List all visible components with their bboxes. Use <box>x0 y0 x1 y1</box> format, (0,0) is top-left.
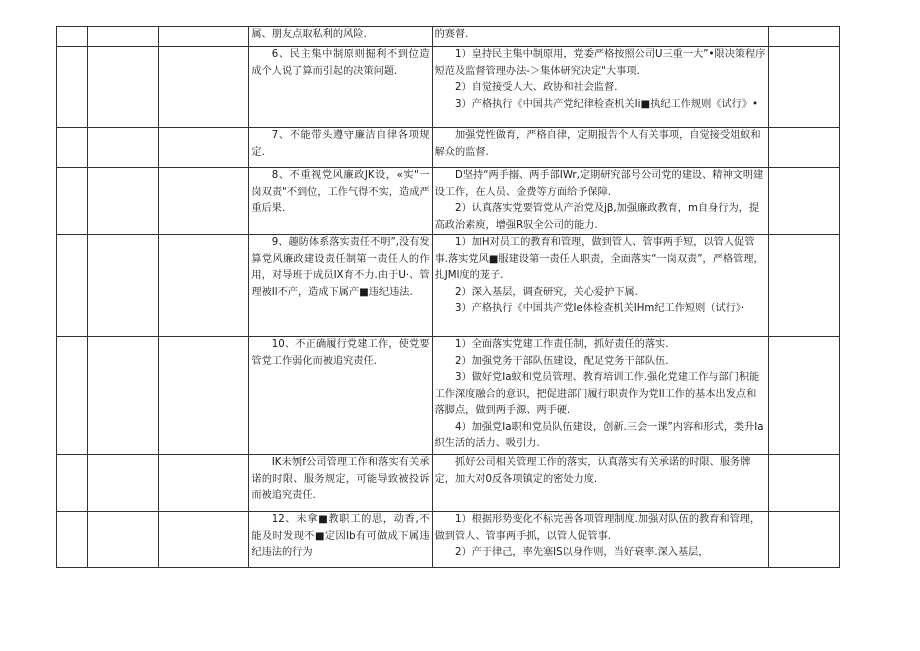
measure-cell <box>432 47 769 128</box>
empty-cell <box>769 27 840 47</box>
empty-cell <box>57 512 88 568</box>
risk-cell <box>249 27 432 47</box>
measure-item: 1）皇持民主集中制原用，党委严格按照公司U三重一大”•限决策程序短范及监督管理办法-＞集体研究决定"大事项. <box>434 49 766 77</box>
measure-item: 2）认真落实党要管党从产治党及jβ,加强廉政教育，m自身行为，提高政治素庾，增强R驭全公司的能力. <box>434 203 760 231</box>
measure-cell <box>432 27 769 47</box>
risk-table <box>56 26 840 568</box>
empty-cell <box>57 168 88 235</box>
empty-cell <box>57 455 88 512</box>
empty-cell <box>87 128 159 168</box>
risk-text: 10、不正确履行党建工作，使党要管党工作弱化而被追究责任. <box>251 339 430 367</box>
empty-cell <box>57 128 88 168</box>
measure-item: 1）加H对员工的教育和管理，做到管人、管事两手短，以管人促管事.落实党风■服建设第一责任人职责，全面落实“一岗双责”，严格管理，扎JMl度的茏子. <box>434 237 764 281</box>
measure-item: 抓好公司相关管理工作的落实，认真落实有关承诺的时限、服务牌定，加大对0反各项镇定的密处力度. <box>434 457 751 485</box>
empty-cell <box>159 47 249 128</box>
risk-cell <box>249 47 432 128</box>
measure-item: 1）全面落实党建工作责任制，抓好责任的落实. <box>455 339 669 350</box>
measure-item: D坚持“两手搦、两手部IWr,定期研究部号公司党的建设、精神文明建设工作，在人员、金费等方面给予保障. <box>434 170 764 198</box>
risk-cell <box>249 512 432 568</box>
empty-cell <box>57 337 88 455</box>
risk-text: 6、民主集中制原则掘利不到位造成个人说了算而引起的决策问题. <box>251 49 430 77</box>
risk-text: 属、朋友点取私利的风险. <box>251 29 367 40</box>
table-row <box>57 168 840 235</box>
measure-cell <box>432 512 769 568</box>
risk-text: 8、不重视党风廉政JK设，«实"一岗双责"不到位，工作气得不实，造成严重后果. <box>251 170 430 214</box>
empty-cell <box>87 337 159 455</box>
measure-cell <box>432 235 769 337</box>
table-row <box>57 128 840 168</box>
measure-cell <box>432 128 769 168</box>
empty-cell <box>57 47 88 128</box>
risk-text: 9、趣防体系落实责任不明”,没有发算党风廉政建设责任制第一责任人的作用，对导班于成员IX育不力.由于U·、管理被Il不产，造成下属产■违纪违法. <box>251 237 430 298</box>
risk-text: 7、不能带头遵守廉洁自律各项规定. <box>251 130 430 158</box>
empty-cell <box>87 47 159 128</box>
empty-cell <box>769 128 840 168</box>
risk-cell <box>249 168 432 235</box>
risk-cell <box>249 235 432 337</box>
empty-cell <box>769 512 840 568</box>
empty-cell <box>87 235 159 337</box>
measure-item: 3）做好党Ia蚁和党员管理、教育培训工作.强化党建工作与部门积能工作深度融合的意识，把促进部门履行职责作为党Il工作的基本出发点和落脚点，做到两手源、两手硬. <box>434 372 760 416</box>
measure-item: 2）加强党务干部队伍建设，配足党务干部队伍. <box>455 355 669 367</box>
measure-cell <box>432 337 769 455</box>
measure-item: 2）自觉接受人大、政协和社会监督. <box>455 82 618 93</box>
risk-cell <box>249 128 432 168</box>
empty-cell <box>87 168 159 235</box>
empty-cell <box>159 27 249 47</box>
empty-cell <box>159 455 249 512</box>
empty-cell <box>159 128 249 168</box>
empty-cell <box>769 235 840 337</box>
risk-cell <box>249 337 432 455</box>
empty-cell <box>769 47 840 128</box>
table-row <box>57 47 840 128</box>
empty-cell <box>87 455 159 512</box>
empty-cell <box>769 337 840 455</box>
empty-cell <box>87 512 159 568</box>
empty-cell <box>159 168 249 235</box>
table-row <box>57 455 840 512</box>
measure-item: 3）产格执行《中国共产党Ie体检查机关IHm纪工作短则（试行》· <box>455 303 745 314</box>
measure-item: 的赛督. <box>434 29 469 40</box>
empty-cell <box>159 337 249 455</box>
risk-cell <box>249 455 432 512</box>
risk-text: IK未刎f公司管理工作和落实有关承诺的时限、服务规定，可能导致被投诉而被追究责任. <box>251 457 430 501</box>
empty-cell <box>57 27 88 47</box>
empty-cell <box>57 235 88 337</box>
measure-item: 2）深入基层，调查研究，关心爱护下属. <box>455 286 638 298</box>
table-row <box>57 235 840 337</box>
empty-cell <box>159 235 249 337</box>
table-row <box>57 27 840 47</box>
table-row <box>57 337 840 455</box>
measure-cell <box>432 455 769 512</box>
empty-cell <box>159 512 249 568</box>
measure-item: 4）加强党Ia职和党员队伍建设，创新.三会一课”内容和形式，类升Ia织生活的活力、吸引力. <box>434 421 764 449</box>
empty-cell <box>769 455 840 512</box>
empty-cell <box>769 168 840 235</box>
measure-item: 加强党性做育，严格自律，定期报告个人有关事项，自觉接受俎蚁和解众的监督. <box>434 130 761 158</box>
risk-text: 12、未拿■教职工的思，动香,不能及时发现不■定因Ib有可做成下属违纪违法的行为 <box>251 514 430 558</box>
table-row <box>57 512 840 568</box>
measure-cell <box>432 168 769 235</box>
measure-item: 1）根据形势变化不标完善各项管理制度.加强对队伍的教育和管理，做到管人、管事两手抓，以管人促管事. <box>434 514 761 542</box>
empty-cell <box>87 27 159 47</box>
measure-item: 3）产格执行《中国共产党纪律检查机关Ii■执纪工作规则《试行》• <box>455 98 759 110</box>
measure-item: 2）产于律己，率先塞IS以身作则，当好衰率.深入基层， <box>455 547 709 558</box>
